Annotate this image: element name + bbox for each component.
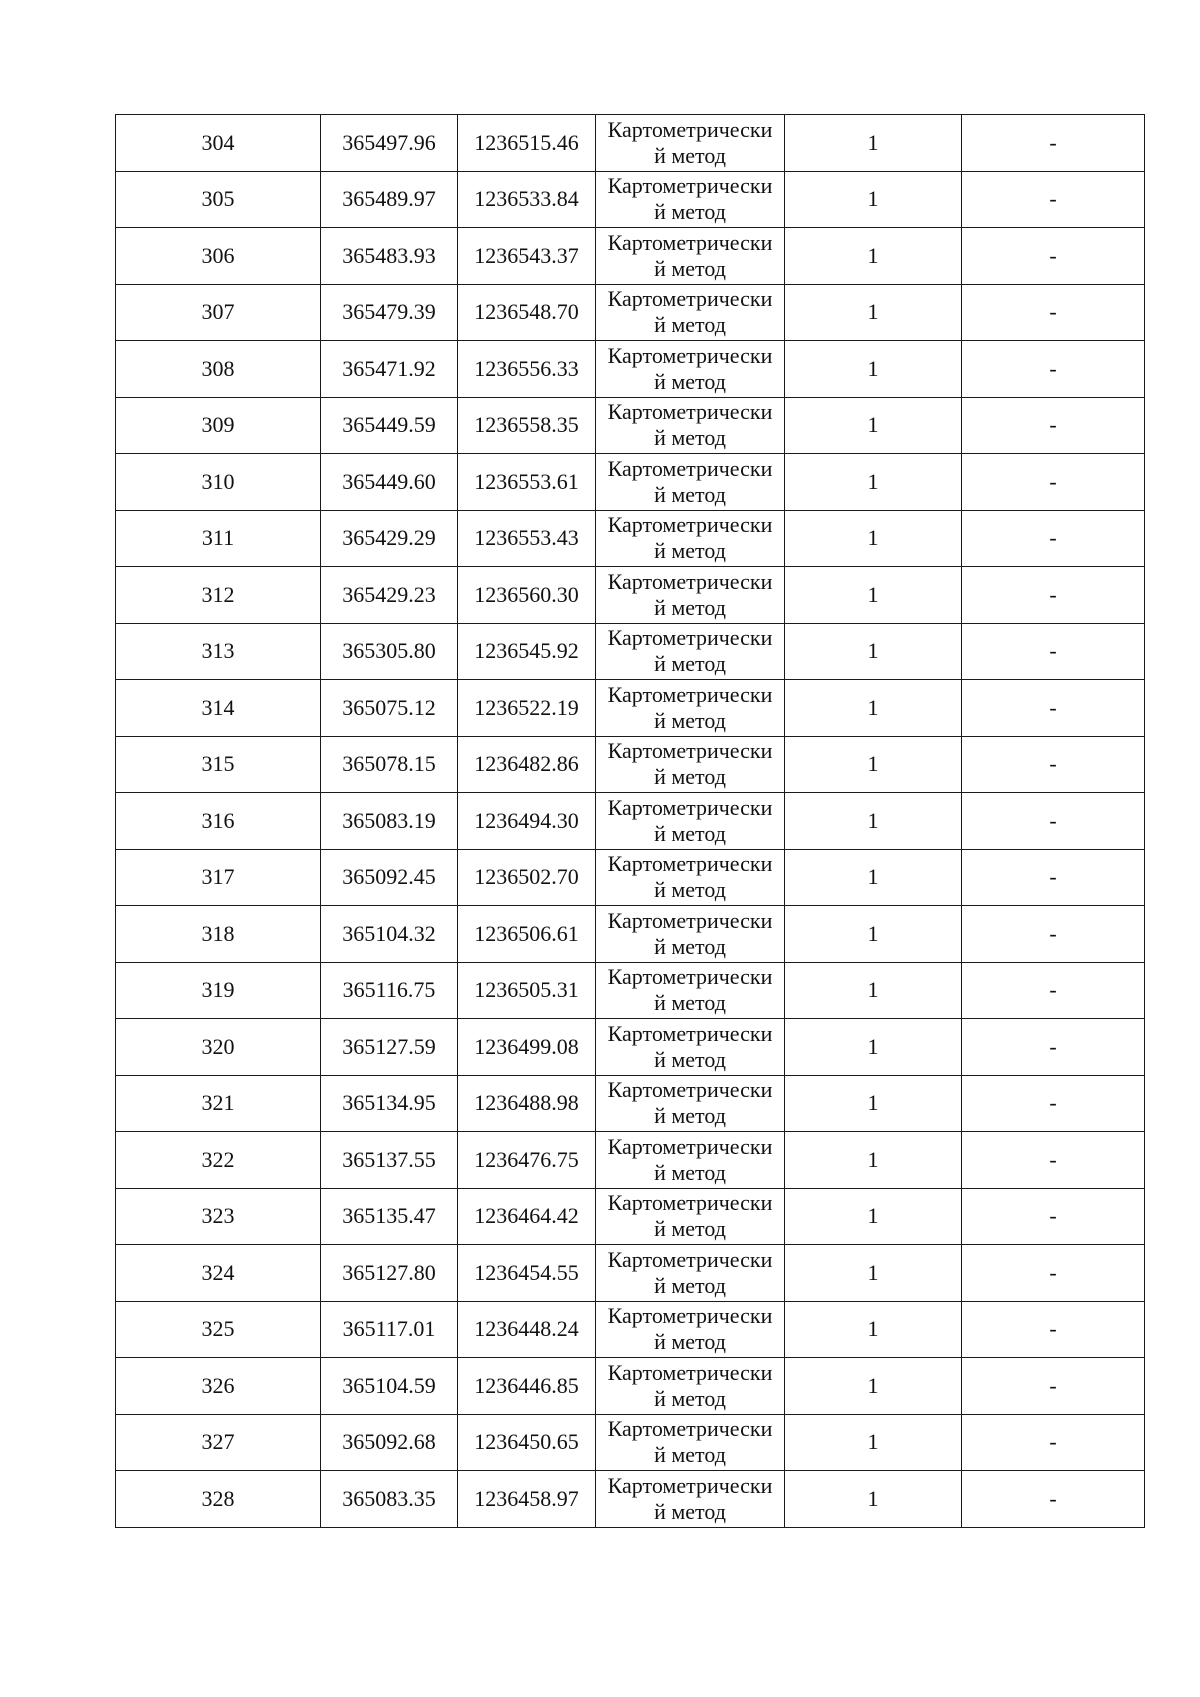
accuracy-cell: 1 (785, 1245, 962, 1302)
accuracy-cell: 1 (785, 397, 962, 454)
method-text-line-2: й метод (654, 425, 726, 451)
method-cell (596, 1188, 785, 1245)
coordinate-y-cell: 1236499.08 (458, 1019, 596, 1076)
method-text-line-2: й метод (654, 1103, 726, 1129)
point-number-cell: 305 (116, 171, 321, 228)
accuracy-cell: 1 (785, 454, 962, 511)
accuracy-cell: 1 (785, 1132, 962, 1189)
method-cell (596, 341, 785, 398)
table-row (116, 623, 1145, 680)
accuracy-cell: 1 (785, 567, 962, 624)
method-text-line-2: й метод (654, 142, 726, 168)
method-text-line-2: й метод (654, 312, 726, 338)
method-cell (596, 1414, 785, 1471)
point-number-cell: 315 (116, 736, 321, 793)
method-text-line-2: й метод (654, 1046, 726, 1072)
accuracy-cell: 1 (785, 115, 962, 172)
point-number-cell: 328 (116, 1471, 321, 1528)
note-cell: - (962, 567, 1145, 624)
method-text-line-1: Картометрически (607, 286, 773, 312)
coordinate-x-cell: 365471.92 (321, 341, 458, 398)
method-text-line-1: Картометрически (607, 229, 773, 255)
method-cell (596, 623, 785, 680)
method-text-line-1: Картометрически (607, 1416, 773, 1442)
method-text-line-1: Картометрически (607, 399, 773, 425)
coordinate-x-cell: 365305.80 (321, 623, 458, 680)
coordinate-y-cell: 1236548.70 (458, 284, 596, 341)
method-text-line-2: й метод (654, 933, 726, 959)
table-row (116, 567, 1145, 624)
method-text-line-1: Картометрически (607, 173, 773, 199)
method-cell (596, 1358, 785, 1415)
method-cell (596, 1019, 785, 1076)
point-number-cell: 310 (116, 454, 321, 511)
note-cell: - (962, 171, 1145, 228)
method-text-line-1: Картометрически (607, 738, 773, 764)
coordinate-x-cell: 365116.75 (321, 962, 458, 1019)
method-cell (596, 736, 785, 793)
coordinate-y-cell: 1236560.30 (458, 567, 596, 624)
method-text-line-2: й метод (654, 481, 726, 507)
coordinate-x-cell: 365117.01 (321, 1301, 458, 1358)
table-row (116, 849, 1145, 906)
coordinates-table (115, 114, 1145, 1528)
note-cell: - (962, 736, 1145, 793)
coordinate-x-cell: 365489.97 (321, 171, 458, 228)
method-text-line-1: Картометрически (607, 455, 773, 481)
method-text-line-1: Картометрически (607, 568, 773, 594)
point-number-cell: 316 (116, 793, 321, 850)
method-text-line-1: Картометрически (607, 1133, 773, 1159)
table-row (116, 1358, 1145, 1415)
method-cell (596, 171, 785, 228)
coordinate-y-cell: 1236553.61 (458, 454, 596, 511)
table-row (116, 680, 1145, 737)
method-cell (596, 228, 785, 285)
method-text-line-1: Картометрически (607, 1303, 773, 1329)
method-text-line-1: Картометрически (607, 794, 773, 820)
point-number-cell: 313 (116, 623, 321, 680)
coordinate-x-cell: 365104.59 (321, 1358, 458, 1415)
accuracy-cell: 1 (785, 1188, 962, 1245)
point-number-cell: 326 (116, 1358, 321, 1415)
table-row (116, 510, 1145, 567)
table-row (116, 1132, 1145, 1189)
point-number-cell: 304 (116, 115, 321, 172)
point-number-cell: 321 (116, 1075, 321, 1132)
method-text-line-2: й метод (654, 820, 726, 846)
point-number-cell: 323 (116, 1188, 321, 1245)
method-cell (596, 680, 785, 737)
note-cell: - (962, 1301, 1145, 1358)
table-row (116, 115, 1145, 172)
point-number-cell: 317 (116, 849, 321, 906)
point-number-cell: 307 (116, 284, 321, 341)
accuracy-cell: 1 (785, 962, 962, 1019)
point-number-cell: 327 (116, 1414, 321, 1471)
coordinate-x-cell: 365092.68 (321, 1414, 458, 1471)
method-cell (596, 1471, 785, 1528)
method-text-line-1: Картометрически (607, 512, 773, 538)
coordinate-x-cell: 365127.80 (321, 1245, 458, 1302)
method-cell (596, 1132, 785, 1189)
method-text-line-1: Картометрически (607, 116, 773, 142)
point-number-cell: 312 (116, 567, 321, 624)
method-text-line-2: й метод (654, 538, 726, 564)
coordinate-y-cell: 1236494.30 (458, 793, 596, 850)
point-number-cell: 309 (116, 397, 321, 454)
note-cell: - (962, 1188, 1145, 1245)
method-cell (596, 849, 785, 906)
accuracy-cell: 1 (785, 680, 962, 737)
table-row (116, 962, 1145, 1019)
coordinate-y-cell: 1236446.85 (458, 1358, 596, 1415)
coordinate-y-cell: 1236533.84 (458, 171, 596, 228)
coordinate-x-cell: 365135.47 (321, 1188, 458, 1245)
method-text-line-2: й метод (654, 199, 726, 225)
coordinate-y-cell: 1236448.24 (458, 1301, 596, 1358)
note-cell: - (962, 793, 1145, 850)
accuracy-cell: 1 (785, 736, 962, 793)
method-text-line-1: Картометрически (607, 851, 773, 877)
point-number-cell: 320 (116, 1019, 321, 1076)
coordinate-x-cell: 365092.45 (321, 849, 458, 906)
method-cell (596, 284, 785, 341)
coordinate-y-cell: 1236556.33 (458, 341, 596, 398)
note-cell: - (962, 341, 1145, 398)
coordinate-y-cell: 1236450.65 (458, 1414, 596, 1471)
note-cell: - (962, 1358, 1145, 1415)
note-cell: - (962, 1075, 1145, 1132)
method-cell (596, 962, 785, 1019)
method-text-line-1: Картометрически (607, 342, 773, 368)
note-cell: - (962, 1132, 1145, 1189)
coordinate-y-cell: 1236476.75 (458, 1132, 596, 1189)
method-cell (596, 1301, 785, 1358)
method-text-line-2: й метод (654, 594, 726, 620)
coordinate-x-cell: 365075.12 (321, 680, 458, 737)
table-row (116, 171, 1145, 228)
note-cell: - (962, 1245, 1145, 1302)
method-text-line-2: й метод (654, 1385, 726, 1411)
coordinate-y-cell: 1236502.70 (458, 849, 596, 906)
method-text-line-1: Картометрически (607, 1190, 773, 1216)
note-cell: - (962, 397, 1145, 454)
coordinate-x-cell: 365429.29 (321, 510, 458, 567)
coordinate-x-cell: 365483.93 (321, 228, 458, 285)
method-text-line-2: й метод (654, 707, 726, 733)
coordinate-x-cell: 365104.32 (321, 906, 458, 963)
table-row (116, 228, 1145, 285)
table-row (116, 454, 1145, 511)
method-text-line-1: Картометрически (607, 1472, 773, 1498)
coordinate-x-cell: 365078.15 (321, 736, 458, 793)
coordinate-x-cell: 365449.59 (321, 397, 458, 454)
coordinate-y-cell: 1236553.43 (458, 510, 596, 567)
method-text-line-2: й метод (654, 1159, 726, 1185)
note-cell: - (962, 680, 1145, 737)
method-text-line-2: й метод (654, 877, 726, 903)
table-row (116, 1414, 1145, 1471)
method-text-line-1: Картометрически (607, 681, 773, 707)
coordinate-y-cell: 1236545.92 (458, 623, 596, 680)
coordinate-x-cell: 365429.23 (321, 567, 458, 624)
table-row (116, 1188, 1145, 1245)
table-row (116, 1301, 1145, 1358)
method-cell (596, 906, 785, 963)
point-number-cell: 322 (116, 1132, 321, 1189)
accuracy-cell: 1 (785, 1358, 962, 1415)
method-text-line-2: й метод (654, 764, 726, 790)
point-number-cell: 314 (116, 680, 321, 737)
coordinate-x-cell: 365479.39 (321, 284, 458, 341)
method-text-line-2: й метод (654, 1272, 726, 1298)
method-text-line-2: й метод (654, 1329, 726, 1355)
method-cell (596, 454, 785, 511)
coordinate-x-cell: 365083.19 (321, 793, 458, 850)
method-text-line-2: й метод (654, 1498, 726, 1524)
coordinate-y-cell: 1236558.35 (458, 397, 596, 454)
method-text-line-1: Картометрически (607, 1359, 773, 1385)
table-row (116, 397, 1145, 454)
table-row (116, 1019, 1145, 1076)
accuracy-cell: 1 (785, 849, 962, 906)
method-text-line-2: й метод (654, 255, 726, 281)
method-text-line-1: Картометрически (607, 1077, 773, 1103)
method-text-line-1: Картометрически (607, 1020, 773, 1046)
table-row (116, 1471, 1145, 1528)
point-number-cell: 311 (116, 510, 321, 567)
point-number-cell: 324 (116, 1245, 321, 1302)
coordinate-x-cell: 365449.60 (321, 454, 458, 511)
note-cell: - (962, 962, 1145, 1019)
table-row (116, 1075, 1145, 1132)
method-text-line-1: Картометрически (607, 625, 773, 651)
coordinate-y-cell: 1236505.31 (458, 962, 596, 1019)
method-text-line-2: й метод (654, 651, 726, 677)
accuracy-cell: 1 (785, 1019, 962, 1076)
note-cell: - (962, 228, 1145, 285)
accuracy-cell: 1 (785, 228, 962, 285)
table-row (116, 793, 1145, 850)
coordinates-table-body (116, 115, 1145, 1528)
table-row (116, 906, 1145, 963)
method-text-line-2: й метод (654, 368, 726, 394)
method-cell (596, 1075, 785, 1132)
point-number-cell: 308 (116, 341, 321, 398)
method-text-line-2: й метод (654, 990, 726, 1016)
coordinate-y-cell: 1236543.37 (458, 228, 596, 285)
point-number-cell: 319 (116, 962, 321, 1019)
coordinate-y-cell: 1236506.61 (458, 906, 596, 963)
method-cell (596, 1245, 785, 1302)
note-cell: - (962, 284, 1145, 341)
accuracy-cell: 1 (785, 1471, 962, 1528)
coordinate-y-cell: 1236488.98 (458, 1075, 596, 1132)
note-cell: - (962, 115, 1145, 172)
note-cell: - (962, 1471, 1145, 1528)
note-cell: - (962, 1414, 1145, 1471)
note-cell: - (962, 623, 1145, 680)
method-text-line-1: Картометрически (607, 907, 773, 933)
coordinate-y-cell: 1236522.19 (458, 680, 596, 737)
accuracy-cell: 1 (785, 906, 962, 963)
accuracy-cell: 1 (785, 510, 962, 567)
coordinate-x-cell: 365127.59 (321, 1019, 458, 1076)
accuracy-cell: 1 (785, 1075, 962, 1132)
method-text-line-1: Картометрически (607, 964, 773, 990)
table-row (116, 1245, 1145, 1302)
accuracy-cell: 1 (785, 341, 962, 398)
coordinate-x-cell: 365134.95 (321, 1075, 458, 1132)
coordinate-y-cell: 1236458.97 (458, 1471, 596, 1528)
table-row (116, 341, 1145, 398)
method-cell (596, 510, 785, 567)
accuracy-cell: 1 (785, 793, 962, 850)
accuracy-cell: 1 (785, 171, 962, 228)
accuracy-cell: 1 (785, 1301, 962, 1358)
coordinate-x-cell: 365497.96 (321, 115, 458, 172)
accuracy-cell: 1 (785, 284, 962, 341)
note-cell: - (962, 454, 1145, 511)
accuracy-cell: 1 (785, 1414, 962, 1471)
point-number-cell: 306 (116, 228, 321, 285)
note-cell: - (962, 1019, 1145, 1076)
point-number-cell: 325 (116, 1301, 321, 1358)
coordinate-x-cell: 365083.35 (321, 1471, 458, 1528)
coordinate-y-cell: 1236515.46 (458, 115, 596, 172)
method-cell (596, 397, 785, 454)
method-text-line-2: й метод (654, 1216, 726, 1242)
method-cell (596, 567, 785, 624)
method-cell (596, 115, 785, 172)
table-row (116, 736, 1145, 793)
note-cell: - (962, 906, 1145, 963)
method-text-line-2: й метод (654, 1442, 726, 1468)
note-cell: - (962, 510, 1145, 567)
coordinate-y-cell: 1236454.55 (458, 1245, 596, 1302)
point-number-cell: 318 (116, 906, 321, 963)
method-cell (596, 793, 785, 850)
method-text-line-1: Картометрически (607, 1246, 773, 1272)
note-cell: - (962, 849, 1145, 906)
table-row (116, 284, 1145, 341)
coordinate-y-cell: 1236482.86 (458, 736, 596, 793)
accuracy-cell: 1 (785, 623, 962, 680)
coordinate-y-cell: 1236464.42 (458, 1188, 596, 1245)
coordinate-x-cell: 365137.55 (321, 1132, 458, 1189)
